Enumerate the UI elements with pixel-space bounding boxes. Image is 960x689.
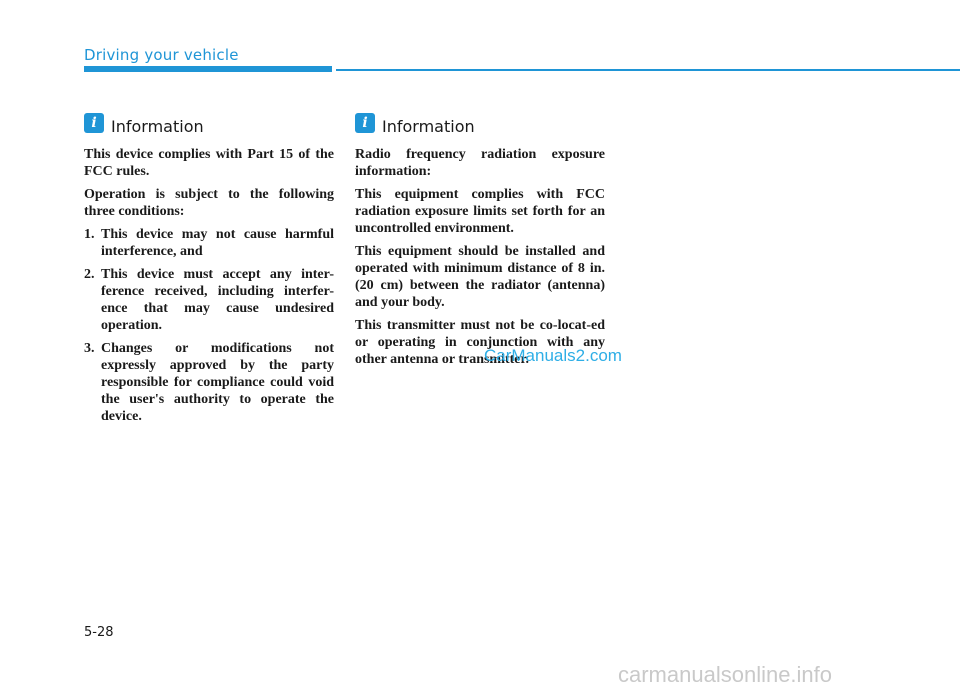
right-paragraph: This equipment complies with FCC radiation exposure limits set forth for an uncontrolled environment. [355,187,605,236]
right-info-heading [355,114,605,138]
list-item-number: 2. [84,267,95,282]
right-info-section [355,114,605,374]
list-item-text: This device must accept any inter-ference received, including interfer-ence that may cause undesired operation. [101,267,334,333]
left-paragraph: This device complies with Part 15 of the FCC rules. [84,147,334,179]
list-item-text: Changes or modifications not expressly approved by the party responsible for compliance could void the user's authority to operate the device. [101,341,334,424]
left-info-title: Information [111,116,204,136]
watermark-text: CarManuals2.com [484,346,622,365]
info-icon: i [355,113,375,133]
list-item-number: 3. [84,341,95,356]
list-item-text: This device may not cause harmful interference, and [101,227,334,259]
header-rule-thin [336,69,960,71]
right-info-title: Information [382,116,475,136]
right-paragraph: This equipment should be installed and operated with minimum distance of 8 in. (20 cm) between the radiator (antenna) and your body. [355,244,605,310]
left-info-section [84,114,334,431]
left-info-heading [84,114,334,138]
footer-watermark: carmanualsonline.info [618,662,833,687]
conditions-list [84,226,334,425]
list-item [84,340,334,425]
right-paragraph: This transmitter must not be co-locat-ed or operating in conjunction with any other antenna or transmitter. [355,318,605,367]
page-number: 5-28 [84,625,114,640]
list-item [84,266,334,334]
right-paragraph: Radio frequency radiation exposure information: [355,147,605,179]
list-item [84,226,334,260]
left-paragraph: Operation is subject to the following three conditions: [84,187,334,219]
section-header-title: Driving your vehicle [84,46,239,64]
list-item-number: 1. [84,227,95,242]
header-rule-thick [84,66,332,72]
info-icon: i [84,113,104,133]
